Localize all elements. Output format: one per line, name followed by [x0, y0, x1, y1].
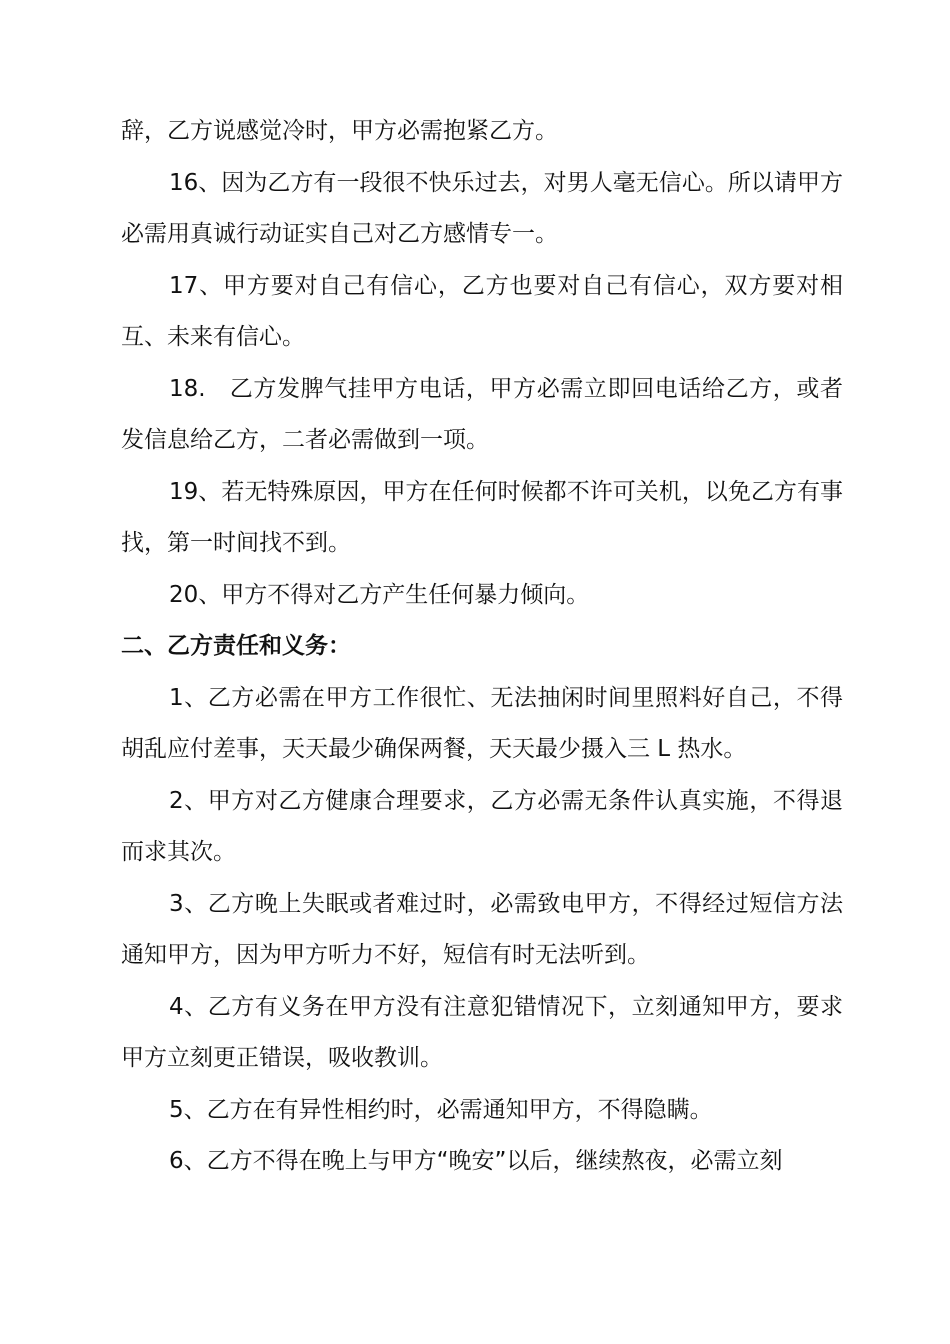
paragraph-item-1: 1、乙方必需在甲方工作很忙、无法抽闲时间里照料好自己，不得胡乱应付差事，天天最少确保两餐，天天最少摄入三 L 热水。	[121, 684, 843, 762]
paragraph-item-6: 6、乙方不得在晚上与甲方“晚安”以后，继续熬夜，必需立刻	[169, 1148, 783, 1174]
paragraph-item-20: 20、甲方不得对乙方产生任何暴力倾向。	[169, 581, 590, 608]
paragraph-item-16: 16、因为乙方有一段很不快乐过去，对男人毫无信心。所以请甲方必需用真诚行动证实自己对乙方感情专一。	[121, 169, 843, 247]
paragraph-item-2: 2、甲方对乙方健康合理要求，乙方必需无条件认真实施，不得退而求其次。	[121, 787, 843, 865]
paragraph-continuation: 辞，乙方说感觉冷时，甲方必需抱紧乙方。	[121, 118, 558, 144]
paragraph-item-4: 4、乙方有义务在甲方没有注意犯错情况下，立刻通知甲方，要求甲方立刻更正错误，吸收教训。	[121, 993, 843, 1071]
document-body	[121, 106, 843, 1188]
paragraph-item-18: 18. 乙方发脾气挂甲方电话，甲方必需立即回电话给乙方，或者发信息给乙方，二者必需做到一项。	[121, 375, 843, 453]
paragraph-item-3: 3、乙方晚上失眠或者难过时，必需致电甲方，不得经过短信方法通知甲方，因为甲方听力不好，短信有时无法听到。	[121, 890, 843, 968]
paragraph-item-17: 17、甲方要对自己有信心，乙方也要对自己有信心，双方要对相互、未来有信心。	[121, 272, 843, 350]
paragraph-item-19: 19、若无特殊原因，甲方在任何时候都不许可关机，以免乙方有事找，第一时间找不到。	[121, 478, 843, 556]
paragraph-item-5: 5、乙方在有异性相约时，必需通知甲方，不得隐瞒。	[169, 1096, 713, 1123]
section-heading: 二、乙方责任和义务：	[121, 633, 351, 659]
